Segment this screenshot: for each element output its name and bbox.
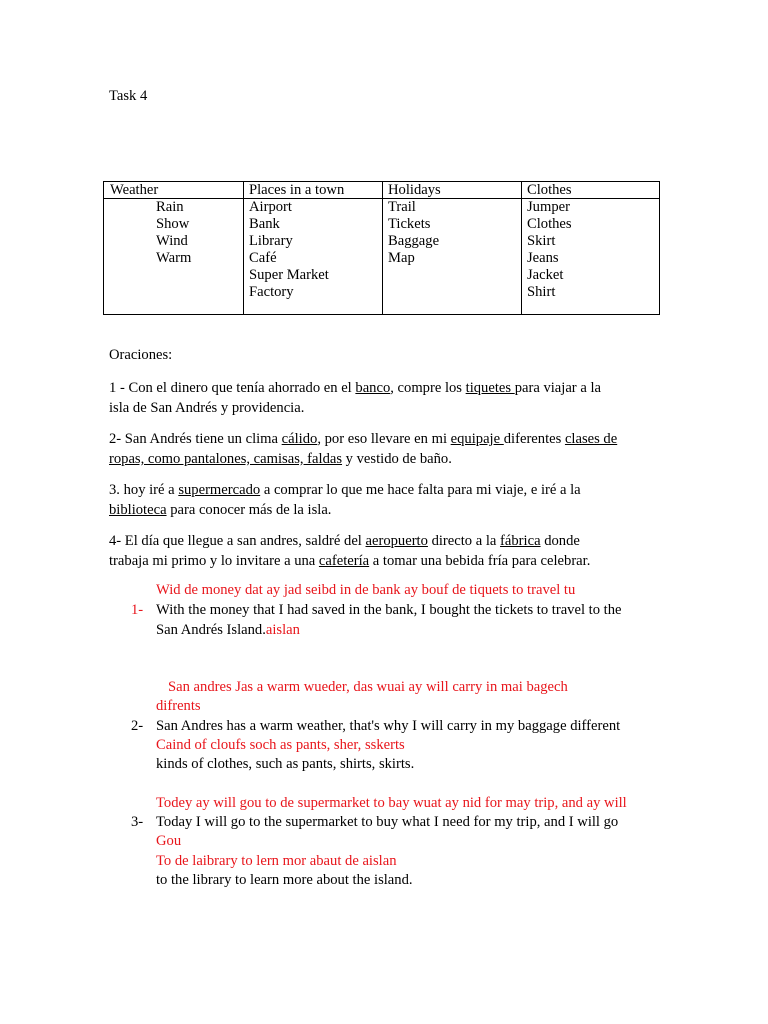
vocab-word: cafetería — [318, 553, 370, 569]
sentence-1 — [109, 378, 669, 418]
vocab-word: ropas, como pantalones, camisas, faldas — [109, 451, 343, 467]
pronunciation-line: Wid de money dat ay jad seibd in de bank ay bouf de tiquets to travel tu — [156, 582, 576, 598]
table-cell: Jumper — [527, 199, 570, 215]
table-cell: Jeans — [527, 250, 559, 266]
english-line: With the money that I had saved in the bank, I bought the tickets to travel to the — [156, 602, 622, 618]
sentence-text: diferentes — [503, 431, 565, 447]
table-cell: Baggage — [388, 233, 440, 249]
table-column-divider — [243, 182, 244, 314]
table-column-divider — [382, 182, 383, 314]
column-header: Holidays — [388, 182, 441, 198]
english-line — [156, 622, 300, 639]
oraciones-heading: Oraciones: — [109, 347, 173, 363]
table-cell: Factory — [249, 284, 294, 300]
sentence-text: a comprar lo que me hace falta para mi viaje, e iré a la — [260, 482, 581, 498]
pronunciation-line: difrents — [156, 698, 201, 714]
table-column-divider — [521, 182, 522, 314]
list-number: 3- — [131, 814, 144, 830]
sentence-text: , por eso llevare en mi — [317, 431, 451, 447]
table-cell: Show — [156, 216, 190, 232]
sentence-text: para conocer más de la isla. — [166, 502, 332, 518]
table-cell: Library — [249, 233, 293, 249]
table-cell: Skirt — [527, 233, 556, 249]
table-cell: Shirt — [527, 284, 556, 300]
english-line: Today I will go to the supermarket to buy what I need for my trip, and I will go — [156, 814, 619, 830]
list-number: 2- — [131, 718, 144, 734]
sentence-text: 4- El día que llegue a san andres, saldré del — [109, 533, 366, 549]
english-line: to the library to learn more about the island. — [156, 872, 413, 888]
english-line: San Andres has a warm weather, that's why I will carry in my baggage different — [156, 718, 621, 734]
column-header: Clothes — [527, 182, 572, 198]
vocab-word: cálido — [281, 431, 318, 447]
sentence-text: a tomar una bebida fría para celebrar. — [369, 553, 591, 569]
sentence-text: trabaja mi primo y lo invitare a una — [109, 553, 319, 569]
pronunciation-line: Todey ay will gou to de supermarket to bay wuat ay nid for may trip, and ay will — [156, 795, 627, 811]
sentence-2 — [109, 429, 669, 469]
sentence-text: , compre los — [390, 380, 466, 396]
sentence-text: directo a la — [427, 533, 501, 549]
table-cell: Bank — [249, 216, 280, 232]
vocab-word: banco — [355, 380, 391, 396]
table-cell: Trail — [388, 199, 416, 215]
pronunciation-line: Caind of cloufs soch as pants, sher, sskerts — [156, 737, 405, 753]
column-header: Weather — [110, 182, 159, 198]
vocab-word: equipaje — [450, 431, 504, 447]
table-cell: Rain — [156, 199, 184, 215]
sentence-text: donde — [540, 533, 580, 549]
vocab-word: fábrica — [500, 533, 541, 549]
table-cell: Clothes — [527, 216, 572, 232]
column-header: Places in a town — [249, 182, 345, 198]
table-cell: Map — [388, 250, 415, 266]
vocab-word: aeropuerto — [365, 533, 428, 549]
sentence-text: para viajar a la — [514, 380, 601, 396]
table-cell: Super Market — [249, 267, 329, 283]
vocab-table — [103, 181, 660, 315]
table-cell: Airport — [249, 199, 292, 215]
vocab-word: clases de — [564, 431, 618, 447]
english-text: San Andrés Island. — [156, 622, 266, 638]
sentence-text: 2- San Andrés tiene un clima — [109, 431, 282, 447]
sentence-3 — [109, 480, 669, 520]
vocab-word: tiquetes — [465, 380, 515, 396]
english-line: kinds of clothes, such as pants, shirts, skirts. — [156, 756, 415, 772]
sentence-text: 3. hoy iré a — [109, 482, 179, 498]
sentence-text: y vestido de baño. — [342, 451, 452, 467]
vocab-word: biblioteca — [109, 502, 167, 518]
vocab-word: supermercado — [178, 482, 261, 498]
task-title: Task 4 — [109, 88, 148, 104]
sentence-text: isla de San Andrés y providencia. — [109, 400, 305, 416]
pronunciation-line: San andres Jas a warm wueder, das wuai ay will carry in mai bagech — [168, 679, 568, 695]
pronunciation-word: aislan — [265, 622, 300, 638]
pronunciation-line: To de laibrary to lern mor abaut de aislan — [156, 853, 397, 869]
table-cell: Warm — [156, 250, 192, 266]
table-cell: Jacket — [527, 267, 564, 283]
table-cell: Café — [249, 250, 277, 266]
sentence-4 — [109, 531, 669, 571]
table-cell: Tickets — [388, 216, 431, 232]
pronunciation-line: Gou — [156, 833, 182, 849]
sentence-text: 1 - Con el dinero que tenía ahorrado en el — [109, 380, 356, 396]
table-cell: Wind — [156, 233, 188, 249]
list-number: 1- — [131, 602, 144, 618]
